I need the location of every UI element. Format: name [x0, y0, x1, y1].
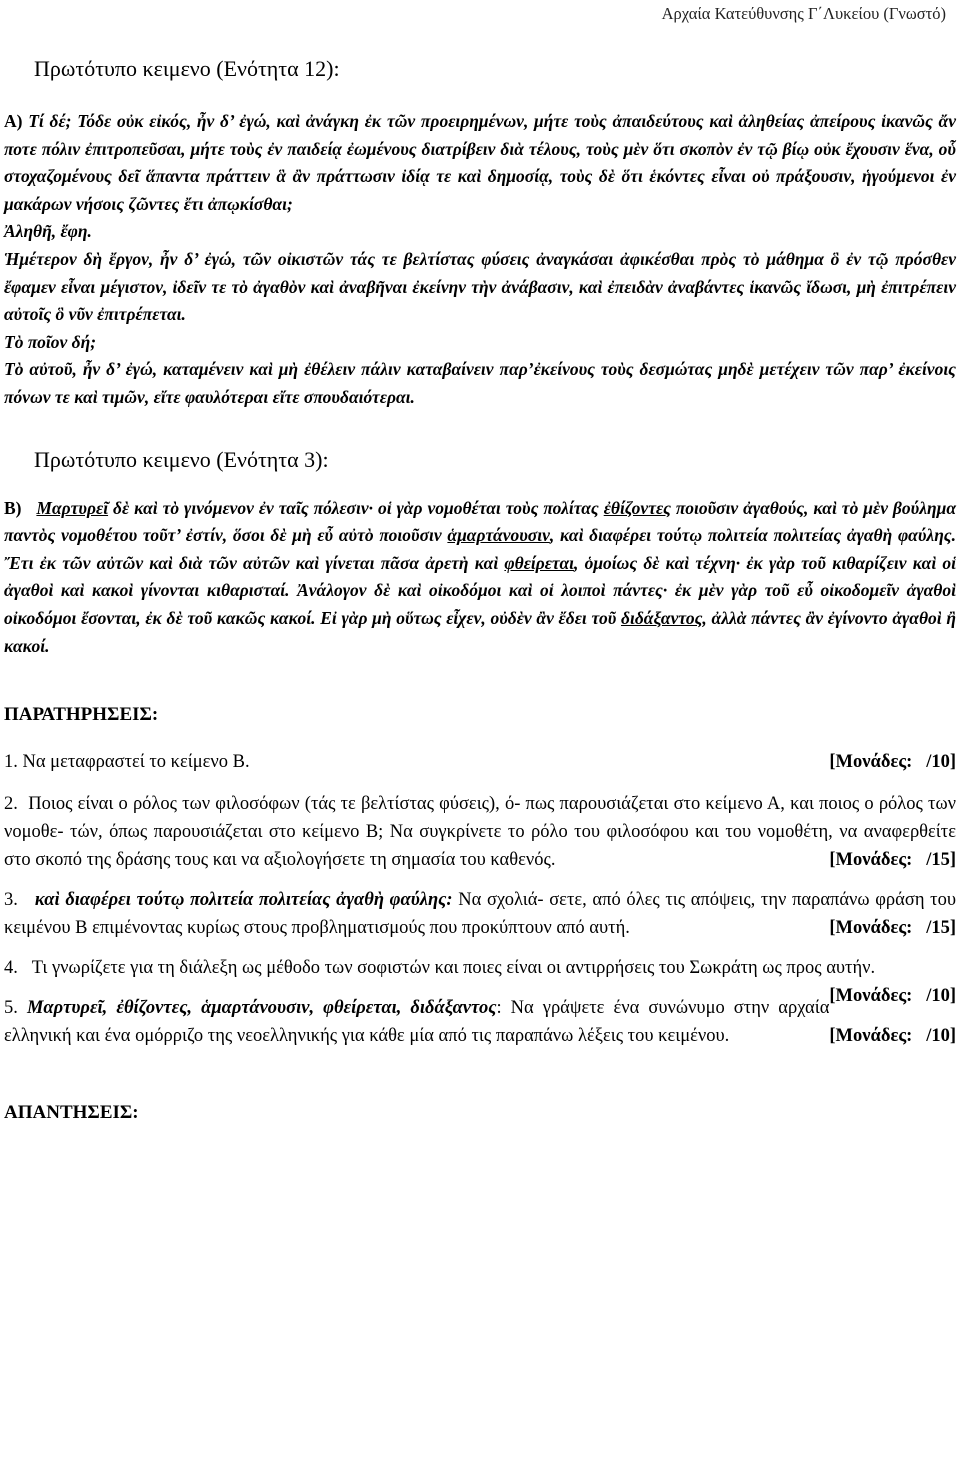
section-a-paragraph-1	[4, 108, 956, 218]
question-4-number: 4.	[4, 958, 18, 979]
section-b-text-3: , καὶ διαφέρει τούτῳ πολιτεία πολιτείας ἀγαθὴ φαύλης. Ἔτι ἐκ τῶν αὐτῶν καὶ διὰ τῶν αὐτῶν καὶ γίνεται πᾶσα ἀρετὴ καὶ	[4, 525, 956, 573]
question-5-lead: Μαρτυρεῖ, ἐθίζοντες, ἁμαρτάνουσιν, φθείρεται, διδάξαντος	[26, 998, 497, 1019]
question-2-number: 2.	[4, 794, 18, 815]
question-5-number: 5.	[4, 998, 18, 1019]
question-2	[4, 790, 956, 874]
question-5	[4, 994, 956, 1050]
word-hamartanousin: ἁμαρτάνουσιν	[447, 525, 550, 546]
section-a-label: Α)	[4, 111, 23, 131]
exam-page	[4, 54, 956, 1124]
section-b-label: Β)	[4, 497, 22, 518]
question-1	[4, 748, 956, 776]
remarks-title: ΠΑΡΑΤΗΡΗΣΕΙΣ:	[4, 704, 159, 726]
question-4-text: Τι γνωρίζετε για τη διάλεξη ως μέθοδο των σοφιστών και ποιες είναι οι αντιρρήσεις του Σωκράτη ως προς αυτήν.	[31, 958, 876, 979]
question-3-lead: καὶ διαφέρει τούτῳ πολιτεία πολιτείας ἀγαθὴ φαύλης:	[34, 890, 453, 911]
word-didaxantos: διδάξαντος	[621, 607, 703, 628]
word-ethizontes: ἐθίζοντες	[603, 497, 671, 518]
question-1-points: [Μονάδες: /10]	[829, 752, 956, 773]
section-a-paragraph-2: Ἀληθῆ, ἔφη.	[4, 221, 92, 242]
section-b-title: Πρωτότυπο κειμενο (Ενότητα 3):	[34, 446, 329, 472]
running-header: Αρχαία Κατεύθυνσης Γ΄Λυκείου (Γνωστό)	[661, 4, 946, 23]
question-5-text: : Να γράψετε ένα συνώνυμο στην αρχαία ελληνική και ένα ομόρριζο της νεοελληνικής για κάθε μία από τις παραπάνω λέξεις του κειμένου.	[4, 998, 830, 1047]
section-b-text-1: δὲ καὶ τὸ γινόμενον ἐν ταῖς πόλεσιν· οἱ γὰρ νομοθέται τοὺς πολίτας	[108, 497, 604, 518]
question-2-text: Ποιος είναι ο ρόλος των φιλοσόφων (τάς τε βελτίστας φύσεις), ό- πως παρουσιάζεται στο κείμενο Α, και ποιος ο ρόλος των νομοθε- τών, όπως παρουσιάζεται στο κείμενο Β; Να συγκρίνετε το ρόλο του φιλοσόφου και του νομοθέτη, να αναφερθείτε στο σκοπό της δράσης τους και να αξιολογήσετε τη σημασία του καθενός.	[4, 794, 957, 871]
section-a-paragraph-4: Τὸ ποῖον δή;	[4, 331, 97, 352]
questions-list	[4, 748, 956, 1050]
question-3-points: [Μονάδες: /15]	[829, 918, 956, 939]
section-b-paragraph	[4, 495, 956, 661]
question-3-text: Να σχολιά- σετε, από όλες τις απόψεις, την παραπάνω φράση του κειμένου Β επιμένοντας κυρίως στους προβληματισμούς που προκύπτουν από αυτή.	[4, 890, 956, 939]
question-4	[4, 954, 956, 1007]
section-a-paragraph-3: Ἡμέτερον δὴ ἔργον, ἦν δ’ ἐγώ, τῶν οἰκιστῶν τάς τε βελτίστας φύσεις ἀναγκάσαι ἀφικέσθαι πρὸς τὸ μάθημα ὃ ἐν τῷ πρόσθεν ἔφαμεν εἶναι μέγιστον, ἰδεῖν τε τὸ ἀγαθὸν καὶ ἀναβῆναι ἐκείνην τὴν ἀνάβασιν, καὶ ἐπειδὰν ἀναβάντες ἱκανῶς ἴδωσι, μὴ ἐπιτρέπειν αὐτοῖς ὃ νῦν ἐπιτρέπεται.	[4, 248, 956, 325]
question-2-points: [Μονάδες: /15]	[829, 850, 956, 871]
section-a-text	[4, 108, 956, 412]
section-a-paragraph-5: Τὸ αὐτοῦ, ἦν δ’ ἐγώ, καταμένειν καὶ μὴ ἐθέλειν πάλιν καταβαίνειν παρ’ἐκείνους τοὺς δεσμώτας μηδὲ μετέχειν τῶν παρ’ ἐκείνοις πόνων τε καὶ τιμῶν, εἴτε φαυλότεραι εἴτε σπουδαιότεραι.	[4, 359, 956, 407]
answers-title: ΑΠΑΝΤΗΣΕΙΣ:	[4, 1102, 139, 1124]
word-phtheiretai: φθείρεται	[504, 552, 574, 573]
word-martyrei: Μαρτυρεῖ	[36, 497, 109, 518]
section-a-title: Πρωτότυπο κειμενο (Ενότητα 12):	[34, 56, 340, 81]
section-b-text-5: , ἀλλὰ πάντες ἂν ἐγίνοντο ἀγαθοὶ ἢ κακοί.	[4, 607, 956, 656]
question-1-text: Να μεταφραστεί το κείμενο Β.	[22, 752, 250, 773]
section-b-text-4: , ὁμοίως δὲ καὶ τέχνη· ἐκ γὰρ τοῦ κιθαρίζειν καὶ οἱ ἀγαθοὶ καὶ κακοὶ γίνονται κιθαρισταί. Ἀνάλογον δὲ καὶ οἰκοδόμοι καὶ οἱ λοιποὶ πάντες· ἐκ μὲν γὰρ τοῦ εὖ οἰκοδομεῖν ἀγαθοὶ οἰκοδόμοι ἔσονται, ἐκ δὲ τοῦ κακῶς κακοί. Εἰ γὰρ μὴ οὕτως εἶχεν, οὐδὲν ἂν ἔδει τοῦ	[4, 552, 956, 628]
question-3-number: 3.	[4, 890, 18, 911]
question-1-number: 1.	[4, 752, 18, 773]
section-b-text-2: ποιοῦσιν ἀγαθούς, καὶ τὸ μὲν βούλημα παντὸς νομοθέτου τοῦτ’ ἐστίν, ὅσοι δὲ μὴ εὖ αὐτὸ ποιοῦσιν	[4, 497, 956, 546]
question-5-points: [Μονάδες: /10]	[829, 1026, 956, 1047]
section-b-text	[4, 495, 956, 661]
section-a-p1: Τί δέ; Τόδε οὐκ εἰκός, ἦν δ’ ἐγώ, καὶ ἀνάγκη ἐκ τῶν προειρημένων, μήτε τοὺς ἀπαιδεύτους καὶ ἀληθείας ἀπείρους ἱκανῶς ἄν ποτε πόλιν ἐπιτροπεῦσαι, μήτε τοὺς ἐν παιδείᾳ ἐωμένους διατρίβειν διὰ τέλους, τοὺς μὲν ὅτι σκοπὸν ἐν τῷ βίῳ οὐκ ἔχουσιν ἕνα, οὗ στοχαζομένους δεῖ ἅπαντα πράττειν ἃ ἂν πράττωσιν ἰδίᾳ τε καὶ δημοσίᾳ, τοὺς δὲ ὅτι ἑκόντες εἶναι οὐ πράξουσιν, ἡγούμενοι ἐν μακάρων νήσοις ζῶντες ἔτι ἀπῳκίσθαι;	[4, 111, 957, 214]
question-4-points: [Μονάδες: /10]	[829, 986, 956, 1007]
question-3	[4, 886, 956, 942]
